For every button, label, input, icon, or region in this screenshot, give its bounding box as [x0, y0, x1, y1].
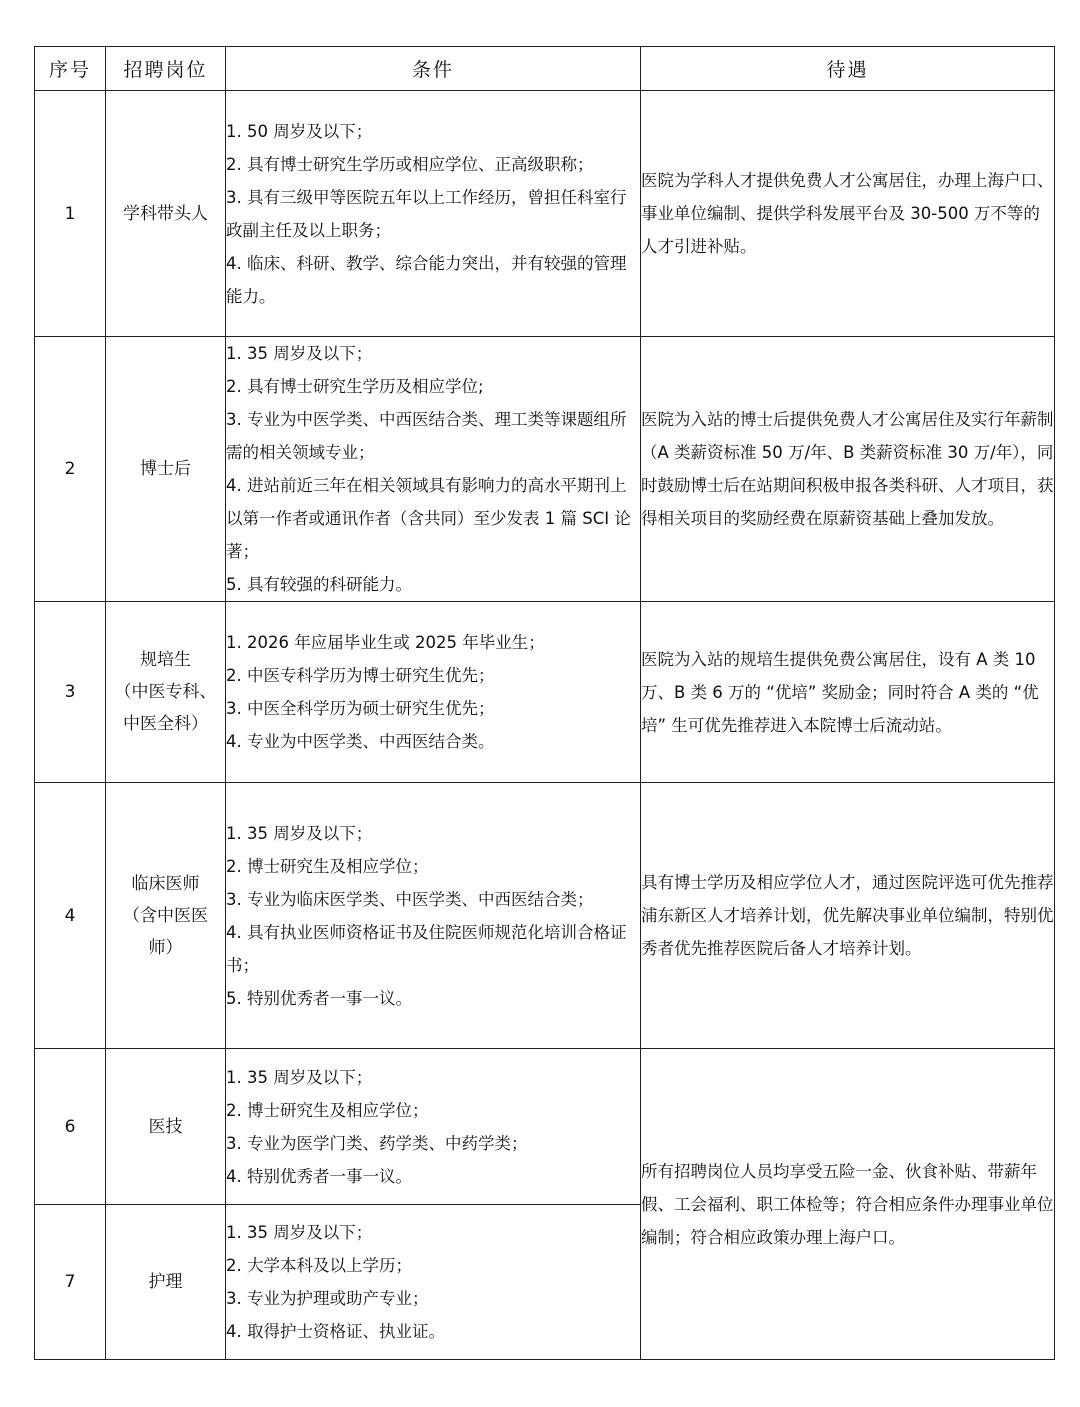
condition-item: 2. 具有博士研究生学历及相应学位; [226, 377, 484, 396]
table-row [35, 602, 1055, 783]
header-position: 招聘岗位 [106, 47, 226, 91]
conditions-cell [226, 783, 641, 1049]
table-row [35, 337, 1055, 602]
position-detail: 中医全科） [123, 714, 208, 734]
condition-item: 1. 35 周岁及以下； [226, 1223, 373, 1242]
row-number: 4 [35, 783, 106, 1049]
header-no: 序号 [35, 47, 106, 91]
condition-item: 1. 35 周岁及以下； [226, 1067, 373, 1087]
condition-item: 2. 博士研究生及相应学位； [226, 856, 429, 876]
position-detail: 师） [148, 937, 183, 958]
condition-item: 3. 专业为临床医学类、中医学类、中西医结合类； [226, 889, 594, 909]
condition-item: 3. 专业为医学门类、药学类、中药学类； [226, 1133, 528, 1153]
benefits-text: 具有博士学历及相应学位人才，通过医院评选可优先推荐浦东新区人才培养计划，优先解决事业单位编制，特别优秀者优先推荐医院后备人才培养计划。 [641, 873, 1054, 958]
position-name: 学科带头人 [123, 203, 208, 224]
conditions-cell [226, 602, 641, 783]
condition-item: 3. 具有三级甲等医院五年以上工作经历，曾担任科室行政副主任及以上职务； [226, 187, 627, 240]
position-cell [106, 783, 226, 1049]
header-benefits: 待遇 [641, 47, 1055, 91]
benefits-text: 所有招聘岗位人员均享受五险一金、伙食补贴、带薪年假、工会福利、职工体检等；符合相应条件办理事业单位编制；符合相应政策办理上海户口。 [641, 1161, 1054, 1247]
condition-item: 4. 具有执业医师资格证书及住院医师规范化培训合格证书； [226, 922, 627, 975]
condition-item: 4. 临床、科研、教学、综合能力突出，并有较强的管理能力。 [226, 253, 627, 306]
header-row [35, 47, 1055, 91]
condition-item: 2. 中医专科学历为博士研究生优先； [226, 666, 495, 685]
recruitment-table [34, 46, 1055, 1360]
row-number: 7 [35, 1205, 106, 1360]
condition-item: 5. 具有较强的科研能力。 [226, 575, 412, 594]
header-conditions: 条件 [226, 47, 641, 91]
position-name: 临床医师 [131, 873, 200, 894]
position-name: 规培生 [140, 650, 191, 670]
position-name: 博士后 [140, 459, 191, 479]
table-row [35, 1049, 1055, 1205]
conditions-cell [226, 91, 641, 337]
condition-item: 1. 50 周岁及以下； [226, 121, 373, 141]
condition-item: 4. 专业为中医学类、中西医结合类。 [226, 732, 495, 751]
condition-item: 3. 专业为护理或助产专业； [226, 1289, 429, 1308]
condition-item: 3. 专业为中医学类、中西医结合类、理工类等课题组所需的相关领域专业； [226, 410, 627, 462]
condition-item: 4. 特别优秀者一事一议。 [226, 1166, 412, 1186]
row-number: 2 [35, 337, 106, 602]
position-cell [106, 337, 226, 602]
condition-item: 2. 博士研究生及相应学位； [226, 1100, 429, 1120]
condition-item: 4. 进站前近三年在相关领域具有影响力的高水平期刊上以第一作者或通讯作者（含共同）至少发表 1 篇 SCI 论著； [226, 476, 631, 561]
benefits-cell [641, 91, 1055, 337]
table-row [35, 91, 1055, 337]
benefits-text: 医院为入站的博士后提供免费人才公寓居住及实行年薪制（A 类薪资标准 50 万/年、B 类薪资标准 30 万/年），同时鼓励博士后在站期间积极申报各类科研、人才项目，获得相关项目的奖励经费在原薪资基础上叠加发放。 [641, 410, 1054, 528]
conditions-cell [226, 1049, 641, 1205]
benefits-cell [641, 783, 1055, 1049]
position-name: 医技 [148, 1116, 183, 1137]
row-number: 3 [35, 602, 106, 783]
position-detail: （中医专科、 [114, 682, 217, 702]
condition-item: 4. 取得护士资格证、执业证。 [226, 1322, 445, 1341]
position-cell [106, 1049, 226, 1205]
table-row [35, 783, 1055, 1049]
condition-item: 2. 大学本科及以上学历； [226, 1256, 412, 1275]
benefits-cell [641, 337, 1055, 602]
condition-item: 5. 特别优秀者一事一议。 [226, 988, 412, 1008]
condition-item: 3. 中医全科学历为硕士研究生优先； [226, 699, 495, 718]
position-cell [106, 91, 226, 337]
benefits-cell [641, 1049, 1055, 1360]
position-detail: （含中医医 [123, 905, 208, 926]
row-number: 6 [35, 1049, 106, 1205]
benefits-cell [641, 602, 1055, 783]
position-cell [106, 1205, 226, 1360]
condition-item: 1. 35 周岁及以下； [226, 823, 373, 843]
position-cell [106, 602, 226, 783]
row-number: 1 [35, 91, 106, 337]
position-name: 护理 [148, 1272, 183, 1292]
condition-item: 1. 35 周岁及以下； [226, 344, 373, 363]
condition-item: 1. 2026 年应届毕业生或 2025 年毕业生； [226, 633, 545, 652]
conditions-cell [226, 337, 641, 602]
condition-item: 2. 具有博士研究生学历或相应学位、正高级职称； [226, 154, 594, 174]
benefits-text: 医院为学科人才提供免费人才公寓居住，办理上海户口、事业单位编制、提供学科发展平台及 30-500 万不等的人才引进补贴。 [641, 171, 1054, 256]
conditions-cell [226, 1205, 641, 1360]
benefits-text: 医院为入站的规培生提供免费公寓居住，设有 A 类 10 万、B 类 6 万的 “优培” 奖励金；同时符合 A 类的 “优培” 生可优先推荐进入本院博士后流动站。 [641, 649, 1039, 735]
